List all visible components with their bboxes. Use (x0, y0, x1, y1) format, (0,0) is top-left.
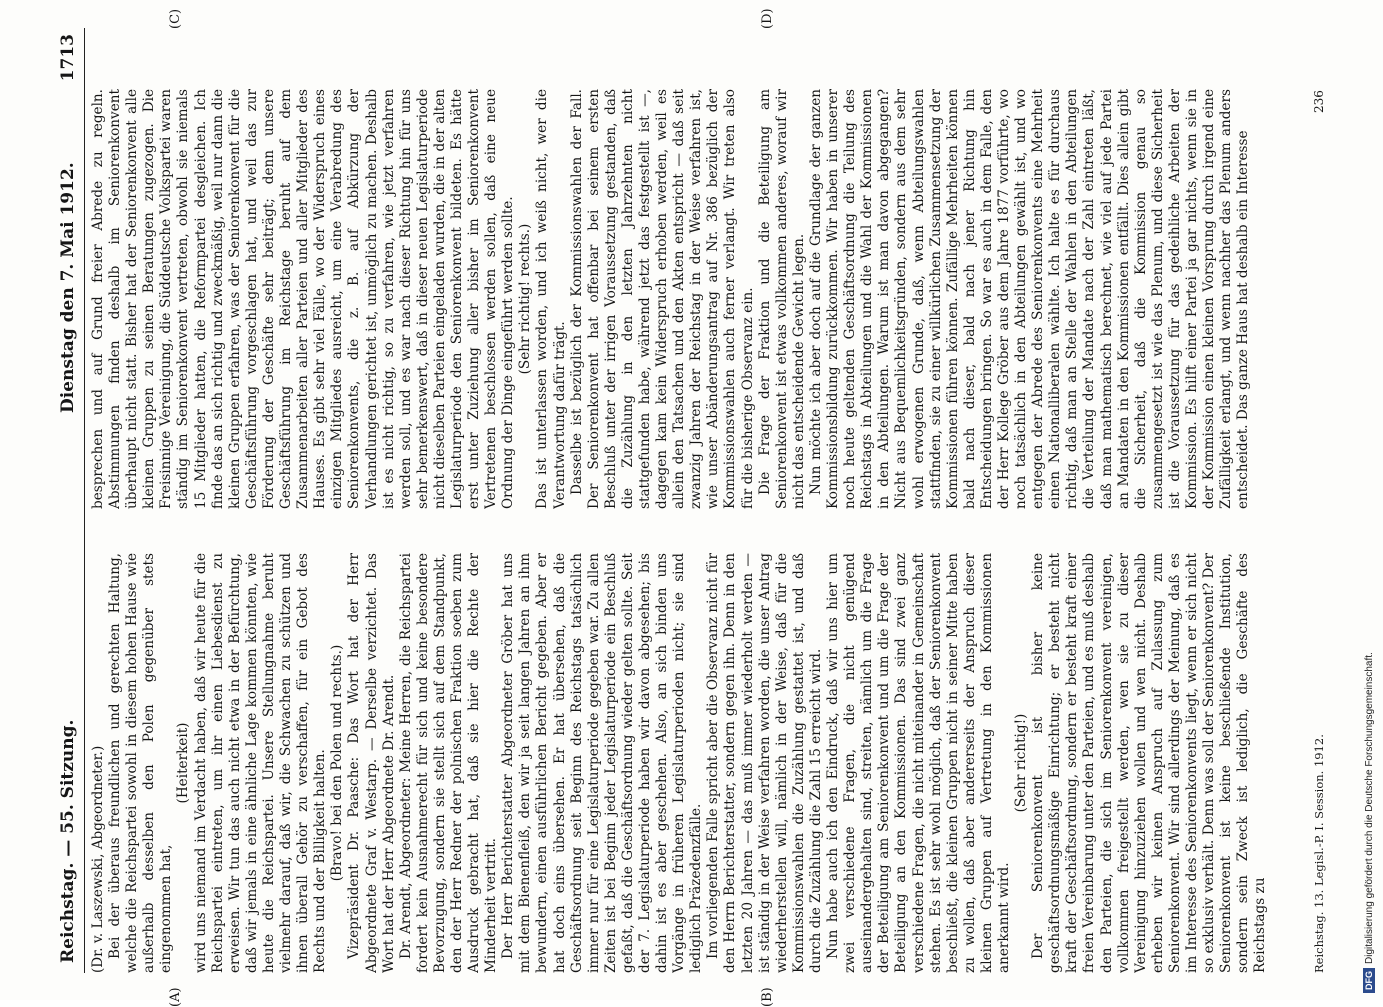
interjection: (Heiterkeit) (175, 722, 192, 804)
paragraph: Nun möchte ich aber doch auf die Grundlage der ganzen Kommissionsbildung zurückkommen. Wir haben in unserer noch heute geltenden Geschäftsordnung die Teilung des Reichstags in Abteilungen und die Wahl der Kommissionen in den Abteilungen. Warum ist man davon abgegangen? Nicht aus Bequemlichkeitsgründen, sondern aus dem sehr wohl erwogenen Grunde, daß, wenn Abteilungswahlen stattfinden, sie zu einer willkürlichen Zusammensetzung der Kommissionen führen können. Zufällige Mehrheiten können bald nach dieser, bald nach jener Richtung hin Entscheidungen bringen. So war es auch in dem Falle, den der Herr Kollege Gröber aus dem Jahre 1877 vorführte, wo noch tatsächlich in den Abteilungen gewählt ist, und wo entgegen der Abrede des Seniorenkonvents eine Mehrheit einen Nationalliberalen wählte. Ich halte es für durchaus richtig, daß man an Stelle der Wahlen in den Abteilungen die Verteilung der Mandate nach der Zahl eintreten läßt, daß man mathematisch berechnet, wie viel auf jede Partei an Mandaten in den Kommissionen entfällt. Dies allein gibt die Sicherheit, daß die Kommission genau so zusammengesetzt ist wie das Plenum, und diese Sicherheit ist die Voraussetzung für das gedeihliche Arbeiten der Kommission. Es hilft einer Partei ja gar nichts, wenn sie in der Kommission einen kleinen Vorsprung durch irgend eine Zufälligkeit erlangt, und wenn nachher das Plenum anders entscheidet. Das ganze Haus hat deshalb ein Interesse (807, 89, 1252, 509)
digitization-note (1360, 8, 1380, 993)
right-column (90, 89, 1305, 509)
paragraph: Der Seniorenkonvent ist bisher keine geschäftsordnungsmäßige Einrichtung; er besteht nicht kraft der Geschäftsordnung, sondern er besteht kraft einer freien Vereinbarung unter den Parteien, und es muß deshalb den Parteien, die sich im Seniorenkonvent vereinigen, vollkommen freigestellt werden, wen sie zu dieser Vereinigung hinzuziehen wollen und wen nicht. Deshalb erheben wir keinen Anspruch auf Zulassung zum Seniorenkonvent. Wir sind allerdings der Meinung, daß es im Interesse des Seniorenkonvents liegt, wenn er sich nicht so exklusiv verhält. Denn was soll der Seniorenkonvent? Der Seniorenkonvent ist keine beschließende Institution, sondern sein Zweck ist lediglich, die Geschäfte des Reichstags zu (1030, 553, 1269, 973)
interjection: (Bravo! bei den Polen und rechts.) (329, 644, 346, 882)
header-date: Dienstag den 7. Mai 1912. (58, 162, 78, 413)
paragraph: Dr. Arendt, Abgeordneter: Meine Herren, die Reichspartei fordert kein Ausnahmerecht für sich und keine besondere Bevorzugung, sondern sie stellt sich auf dem Standpunkt, den der Herr Redner der polnischen Fraktion soeben zum Ausdruck gebracht hat, daß sie hier die Rechte der Minderheit vertritt. (397, 553, 500, 973)
left-column (90, 553, 1305, 973)
header-left: Reichstag. — 55. Sitzung. (58, 719, 78, 963)
page-footer: Reichstag. 13. Legisl.-P. I. Session. 1912. (1312, 734, 1326, 973)
paragraph: wird uns niemand im Verdacht haben, daß wir heute für die Reichspartei eintreten, um ihr einen Liebesdienst zu erweisen. Wir tun das auch nicht etwa in der Befürchtung, daß wir jemals in eine ähnliche Lage kommen könnten, wie heute die Reichspartei. Unsere Stellungnahme beruht vielmehr darauf, daß wir, die Schwachen zu schützen und ihnen überall Gehör zu verschaffen, für ein Gebot des Rechts und der Billigkeit halten. (192, 553, 329, 973)
paragraph: Bei der überaus freundlichen und gerechten Haltung, welche die Reichspartei sowohl in diesem hohen Hause wie außerhalb desselben den Polen gegenüber stets eingenommen hat, (107, 553, 175, 973)
sheet-number: 236 (1312, 90, 1326, 113)
margin-letter-b: (B) (760, 987, 775, 1007)
paragraph: Im vorliegenden Falle spricht aber die Observanz nicht für den Herrn Berichterstatter, sondern gegen ihn. Denn in den letzten 20 Jahren — das muß immer wiederholt werden — ist ständig in der Weise verfahren worden, die unser Antrag wiederherstellen will, nämlich in der Weise, daß für die Kommissionswahlen die Zuzählung gestattet ist, und daß durch die Zuzählung die Zahl 15 erreicht wird. (705, 553, 824, 973)
paragraph: Die Frage der Fraktion und die Beteiligung am Seniorenkonvent ist etwas vollkommen anderes, worauf wir nicht das entscheidende Gewicht legen. (756, 89, 807, 509)
paragraph: Nun habe auch ich den Eindruck, daß wir uns hier um zwei verschiedene Fragen, die nicht genügend auseinandergehalten sind, streiten, nämlich um die Frage der Beteiligung am Seniorenkonvent und um die Frage der Beteiligung an den Kommissionen. Das sind zwei ganz verschiedene Fragen, die nicht miteinander in Gemeinschaft stehen. Es ist sehr wohl möglich, daß der Seniorenkonvent beschließt, die kleinen Gruppen nicht in seiner Mitte haben zu wollen, daß aber andererseits der Anspruch dieser kleinen Gruppen auf Vertretung in den Kommissionen anerkannt wird. (825, 553, 1012, 973)
digitization-note-text: Digitalisierung gefördert durch die Deutsche Forschungsgemeinschaft. (1364, 652, 1375, 964)
dfg-logo-icon: DFG (1363, 968, 1375, 993)
margin-letter-a: (A) (168, 987, 183, 1007)
speaker-line: (Dr. v. Laszewski, Abgeordneter.) (90, 745, 106, 973)
margin-letter-c: (C) (168, 8, 183, 29)
margin-letter-d: (D) (760, 8, 775, 29)
interjection: (Sehr richtig!) (1013, 713, 1030, 813)
header-page-number: 1713 (58, 34, 78, 82)
interjection: (Sehr richtig! rechts.) (517, 223, 534, 375)
paragraph: Der Herr Berichterstatter Abgeordneter Gröber hat uns mit dem Bienenfleiß, den wir ja seit langen Jahren an ihm bewundern, einen ausführlichen Bericht gegeben. Aber er hat doch eins übersehen. Er hat übersehen, daß die Geschäftsordnung seit Beginn des Reichstags tatsächlich immer nur für eine Legislaturperiode gegeben war. Zu allen Zeiten ist bei Beginn jeder Legislaturperiode ein Beschluß gefaßt, daß die Geschäftsordnung wieder gelten sollte. Seit der 7. Legislaturperiode haben wir davon abgesehen; bis dahin ist es aber geschehen. Also, an sich binden uns Vorgänge in früheren Legislaturperioden nicht; sie sind lediglich Präzedenzfälle. (500, 553, 705, 973)
page-header (50, 28, 85, 973)
paragraph: Dasselbe ist bezüglich der Kommissionswahlen der Fall. Der Seniorenkonvent hat offenbar bei seinem ersten Beschluß unter der irrigen Voraussetzung gestanden, daß die Zuzählung in den letzten Jahrzehnten nicht stattgefunden habe, während jetzt das festgestellt ist —, dagegen kam kein Widerspruch erhoben werden, weil es allein den Tatsachen und den Akten entspricht — daß seit zwanzig Jahren der Reichstag in der Weise verfahren ist, wie unser Abänderungsantrag auf Nr. 386 bezüglich der Kommissionswahlen auch ferner verlangt. Wir treten also für die bisherige Observanz ein. (568, 89, 756, 509)
rotated-print-page (50, 8, 1340, 1007)
paragraph: besprechen und auf Grund freier Abrede zu regeln. Abstimmungen finden deshalb im Seniorenkonvent überhaupt nicht statt. Bisher hat der Seniorenkonvent alle kleinen Gruppen zu seinen Beratungen zugezogen. Die Freisinnige Vereinigung, die Süddeutsche Volkspartei waren ständig im Seniorenkonvent vertreten, obwohl sie niemals 15 Mitglieder hatten, die Reformpartei desgleichen. Ich finde das an sich richtig und zweckmäßig, weil nur dann die kleinen Gruppen erfahren, was der Seniorenkonvent für die Geschäftsführung vorgeschlagen hat, und weil das zur Förderung der Geschäfte sehr beiträgt; denn unsere Geschäftsführung im Reichstage beruht auf dem Zusammenarbeiten aller Parteien und aller Mitglieder des Hauses. Es gibt sehr viel Fälle, wo der Widerspruch eines einzigen Mitgliedes ausreicht, um eine Verabredung des Seniorenkonvents, die z. B. auf Abkürzung der Verhandlungen gerichtet ist, unmöglich zu machen. Deshalb ist es nicht richtig, so zu verfahren, wie jetzt verfahren werden soll, und es war nach dieser Richtung hin für uns sehr bemerkenswert, daß in dieser neuen Legislaturperiode nicht dieselben Parteien eingeladen wurden, die in der alten Legislaturperiode den Seniorenkonvent bildeten. Es hätte erst unter Zuziehung aller bisher im Seniorenkonvent Vertretenen beschlossen werden sollen, daß eine neue Ordnung der Dinge eingeführt werden sollte. (90, 89, 517, 509)
paragraph: Das ist unterlassen worden, und ich weiß nicht, wer die Verantwortung dafür trägt. (534, 89, 568, 509)
paragraph: Vizepräsident Dr. Paasche: Das Wort hat der Herr Abgeordnete Graf v. Westarp. — Derselbe verzichtet. Das Wort hat der Herr Abgeordnete Dr. Arendt. (346, 553, 397, 973)
